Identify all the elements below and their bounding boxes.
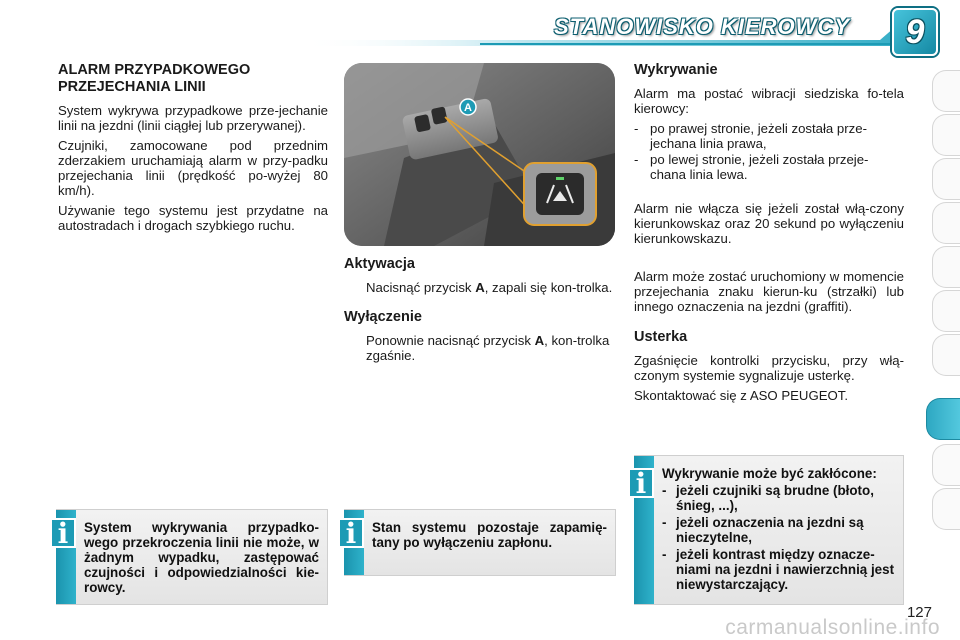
dashboard-photo bbox=[344, 63, 615, 246]
paragraph: Alarm może zostać uruchomiony w momencie przejechania znaku kierun-ku (strzałki) lub innego oznaczenia na jezdni (graffiti). bbox=[634, 269, 904, 314]
detection-title: Wykrywanie bbox=[634, 62, 718, 78]
page-number: 127 bbox=[906, 604, 932, 621]
info-list-text: jeżeli czujniki są brudne (błoto, śnieg, ...), bbox=[676, 483, 874, 513]
info-text: System wykrywania przypadko-wego przekroczenia linii nie może, w żadnym wypadku, zastępować czujności i odpowiedzialności kie-rowcy. bbox=[84, 520, 319, 595]
info-list-item bbox=[662, 515, 895, 545]
paragraph: Alarm ma postać wibracji siedziska fo-tela kierowcy: bbox=[634, 86, 904, 116]
chapter-tab[interactable] bbox=[932, 70, 960, 112]
watermark: carmanualsonline.info bbox=[725, 616, 940, 639]
instruction-text: , kon-trolka zgaśnie. bbox=[366, 333, 610, 363]
deactivation-instruction bbox=[344, 333, 616, 363]
chapter-tab-active[interactable] bbox=[926, 398, 960, 440]
chapter-tab[interactable] bbox=[932, 334, 960, 376]
dash-marker: - bbox=[662, 483, 667, 498]
paragraph: Czujniki, zamocowane pod przednim zderzakiem uruchamiają alarm w przy-padku przejechania linii (prędkość po-wyżej 80 km/h). bbox=[58, 138, 328, 198]
bullet-icon bbox=[344, 280, 366, 295]
button-reference: A bbox=[475, 280, 485, 295]
fault-title: Usterka bbox=[634, 329, 688, 345]
chapter-number: 9 bbox=[905, 12, 925, 51]
paragraph: Alarm nie włącza się jeżeli został włą-czony kierunkowskaz oraz 20 sekund po wyłączeniu kierunkowskazu. bbox=[634, 201, 904, 246]
list-item bbox=[634, 152, 904, 182]
paragraph: Zgaśnięcie kontrolki przycisku, przy włą-czonym systemie sygnalizuje usterkę. bbox=[634, 353, 904, 383]
list-item-text: po prawej stronie, jeżeli została prze-jechana linia prawa, bbox=[650, 121, 867, 151]
info-list-text: jeżeli oznaczenia na jezdni są nieczytelne, bbox=[676, 515, 864, 545]
chapter-tabs bbox=[930, 70, 960, 570]
button-reference: A bbox=[534, 333, 545, 348]
activation-title: Aktywacja bbox=[344, 256, 415, 272]
chapter-tab[interactable] bbox=[932, 202, 960, 244]
header-band bbox=[0, 0, 960, 58]
chapter-tab[interactable] bbox=[932, 488, 960, 530]
paragraph: Używanie tego systemu jest przydatne na autostradach i drogach szybkiego ruchu. bbox=[58, 203, 328, 233]
chapter-badge bbox=[892, 8, 938, 56]
middle-column bbox=[344, 256, 616, 369]
dash-marker: - bbox=[662, 515, 667, 530]
paragraph: System wykrywa przypadkowe prze-jechanie linii na jezdni (linii ciągłej lub przerywanej). bbox=[58, 103, 328, 133]
info-list-item bbox=[662, 547, 895, 592]
info-box bbox=[56, 509, 328, 605]
chapter-tab[interactable] bbox=[932, 444, 960, 486]
info-box bbox=[344, 509, 616, 576]
info-list-item bbox=[662, 483, 895, 513]
info-icon: i bbox=[50, 518, 76, 548]
dash-marker: - bbox=[634, 152, 639, 167]
chapter-tab[interactable] bbox=[932, 290, 960, 332]
dash-marker: - bbox=[662, 547, 667, 562]
info-icon: i bbox=[338, 518, 364, 548]
info-list-text: jeżeli kontrast między oznacze-niami na jezdni i nawierzchnią jest niewystarczający. bbox=[676, 547, 895, 592]
info-icon: i bbox=[628, 468, 654, 498]
instruction-text: , zapali się kon-trolka. bbox=[484, 280, 613, 295]
photo-button-label: A bbox=[464, 102, 472, 114]
instruction-text: Ponownie nacisnąć przycisk bbox=[366, 333, 535, 348]
right-column bbox=[634, 62, 904, 408]
left-column bbox=[58, 62, 328, 238]
chapter-tab[interactable] bbox=[932, 114, 960, 156]
chapter-tab[interactable] bbox=[932, 158, 960, 200]
chapter-tab[interactable] bbox=[932, 246, 960, 288]
deactivation-title: Wyłączenie bbox=[344, 309, 422, 325]
paragraph: Skontaktować się z ASO PEUGEOT. bbox=[634, 388, 849, 403]
info-content bbox=[662, 466, 895, 592]
activation-instruction bbox=[344, 280, 616, 295]
info-box bbox=[634, 455, 904, 605]
dashboard-illustration bbox=[344, 63, 615, 246]
list-item-text: po lewej stronie, jeżeli została przeje-chana linia lewa. bbox=[650, 152, 869, 182]
chapter-title: STANOWISKO KIEROWCY bbox=[553, 14, 850, 39]
info-title: Wykrywanie może być zakłócone: bbox=[662, 466, 877, 481]
list-item bbox=[634, 121, 904, 151]
bullet-icon bbox=[344, 333, 366, 363]
instruction-text: Nacisnąć przycisk bbox=[366, 280, 476, 295]
info-text: Stan systemu pozostaje zapamię-tany po wyłączeniu zapłonu. bbox=[372, 520, 607, 550]
dash-marker: - bbox=[634, 121, 639, 136]
section-title: ALARM PRZYPADKOWEGO PRZEJECHANIA LINII bbox=[58, 62, 251, 95]
